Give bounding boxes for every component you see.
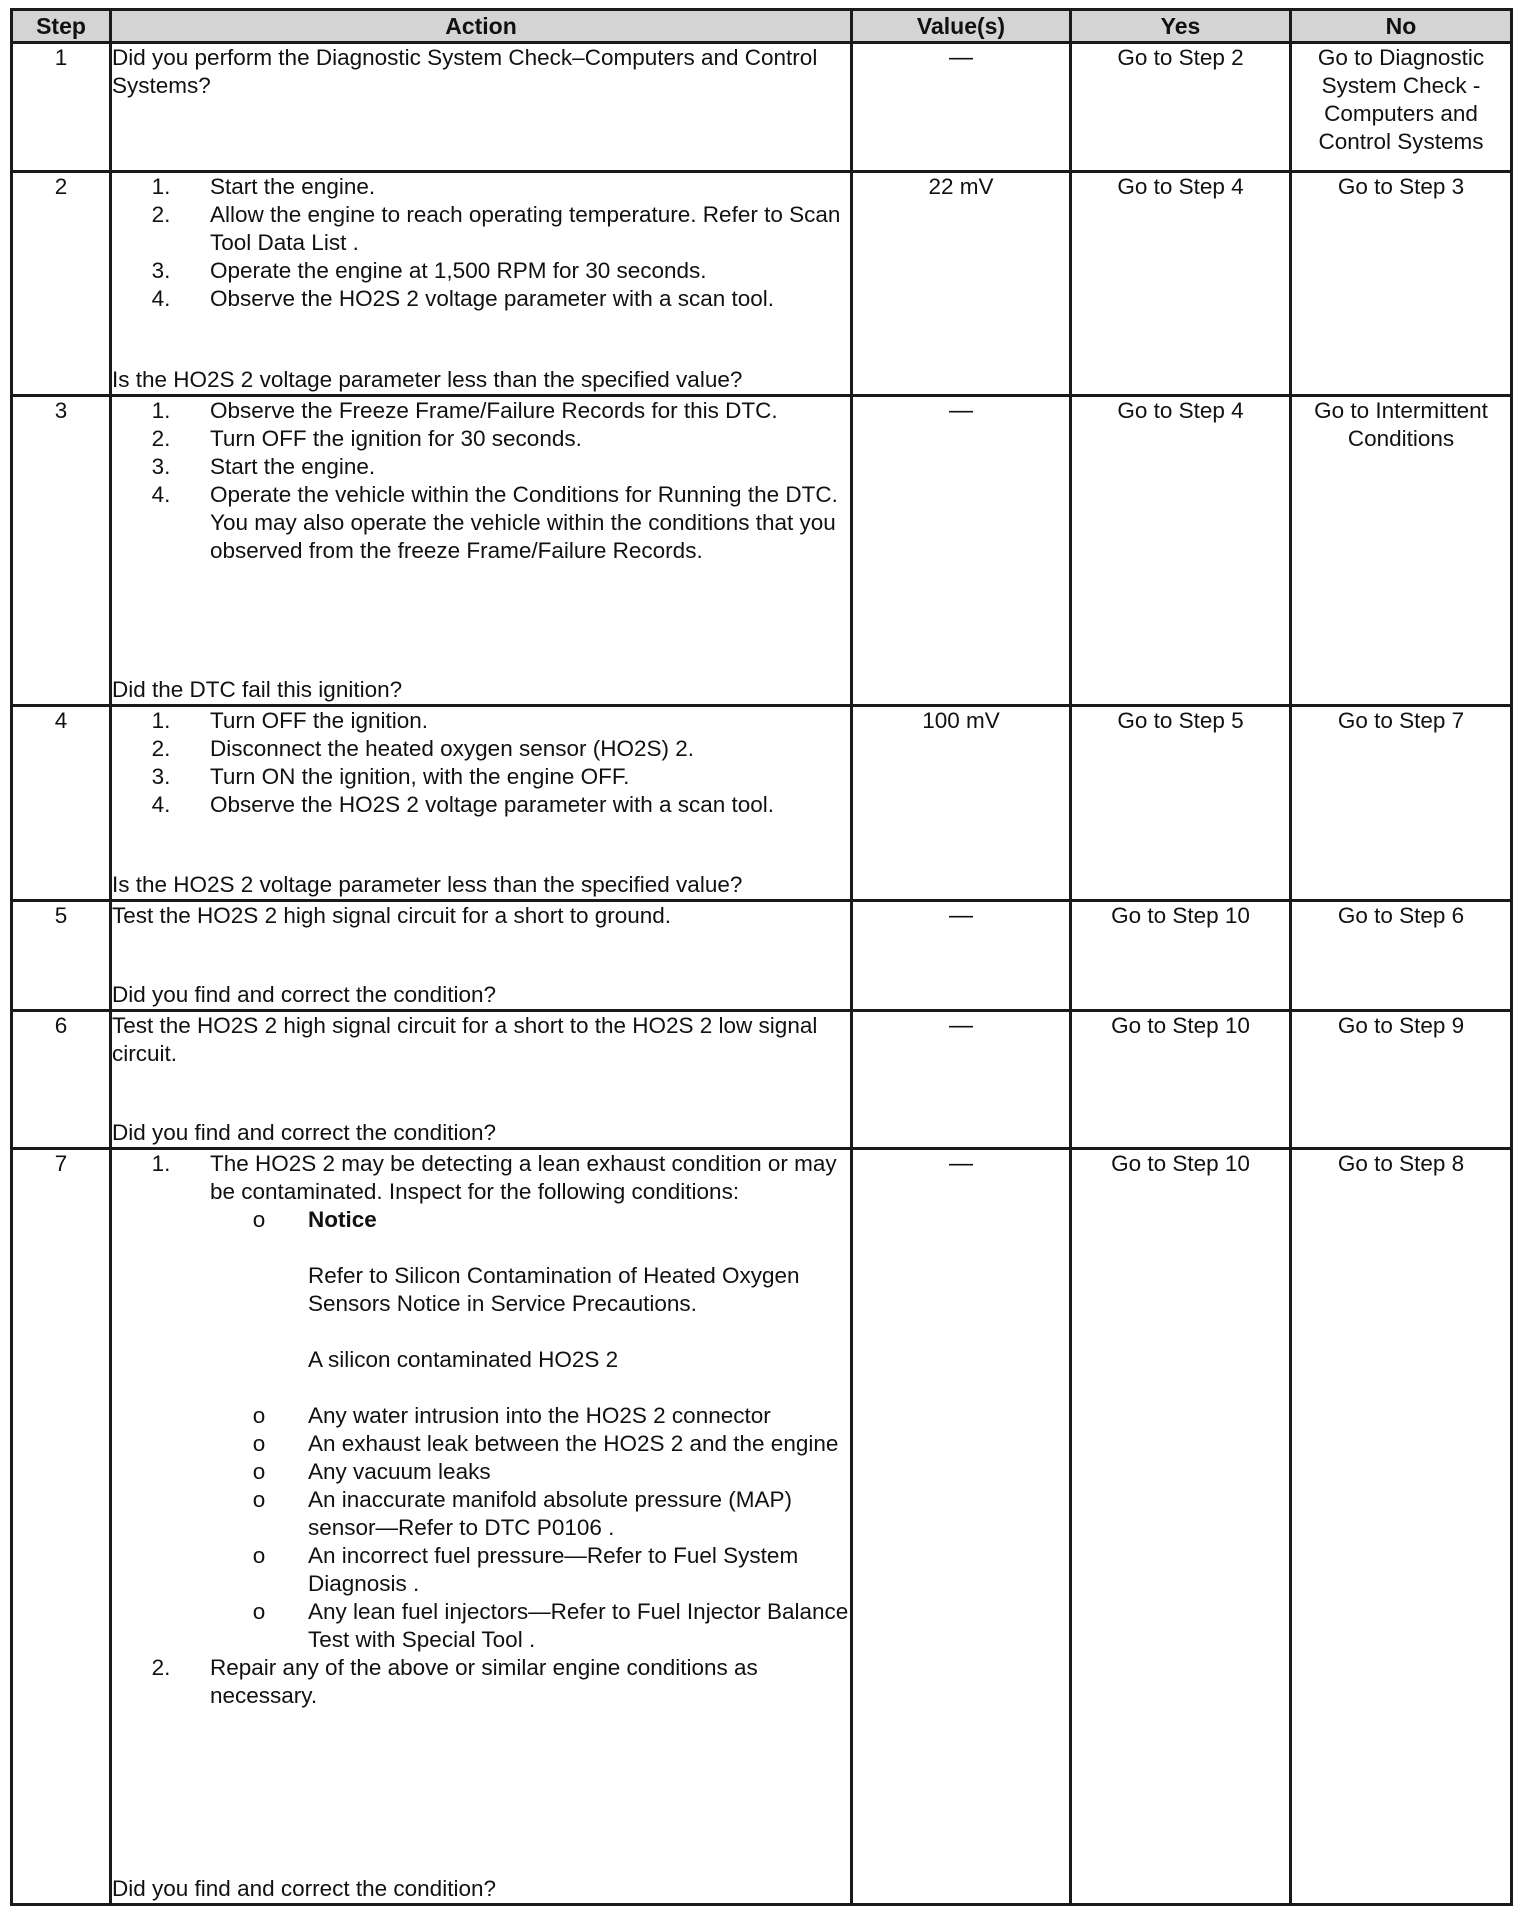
action-steps: [112, 397, 850, 565]
no-cell: Go to Step 7: [1291, 706, 1512, 901]
list-item: 3. Operate the engine at 1,500 RPM for 30 seconds.: [151, 258, 707, 283]
action-cell: [111, 1011, 852, 1149]
list-item: 1. Start the engine.: [151, 174, 376, 199]
action-steps: [112, 173, 850, 313]
diagnostic-table: [10, 8, 1513, 1906]
list-item: 4. Observe the HO2S 2 voltage parameter with a scan tool.: [151, 286, 775, 311]
action-text: Test the HO2S 2 high signal circuit for a short to ground.: [112, 903, 672, 928]
question-text: Did you find and correct the condition?: [112, 982, 496, 1007]
list-item: o An inaccurate manifold absolute pressure (MAP) sensor—Refer to DTC P0106 .: [210, 1486, 850, 1542]
list-item: o Any vacuum leaks: [210, 1458, 850, 1486]
action-steps: [112, 707, 850, 819]
no-cell: Go to Diagnostic System Check - Computers and Control Systems: [1291, 43, 1512, 172]
table-row: [12, 172, 1512, 396]
action-cell: [111, 396, 852, 706]
value-text: —: [949, 1012, 973, 1039]
list-item: 2. Repair any of the above or similar engine conditions as necessary.: [151, 1655, 758, 1708]
notice-title: Notice: [308, 1207, 377, 1232]
step-number: 5: [12, 901, 111, 1011]
list-item: 3. Start the engine.: [151, 454, 376, 479]
question-text: Did you find and correct the condition?: [112, 1876, 496, 1901]
yes-cell: Go to Step 4: [1071, 172, 1291, 396]
list-item: 2. Turn OFF the ignition for 30 seconds.: [151, 426, 582, 451]
no-cell: Go to Step 9: [1291, 1011, 1512, 1149]
step-number: 1: [12, 43, 111, 172]
table-row: [12, 396, 1512, 706]
value-cell: 100 mV: [852, 706, 1071, 901]
bullet-mark: o: [252, 1487, 266, 1512]
bullet-mark: o: [252, 1431, 266, 1456]
action-item-text: The HO2S 2 may be detecting a lean exhaust condition or may be contaminated. Inspect for the following conditions:: [210, 1151, 837, 1204]
step-number: 7: [12, 1149, 111, 1905]
header-no: No: [1291, 10, 1512, 43]
yes-cell: Go to Step 10: [1071, 901, 1291, 1011]
step-number: 3: [12, 396, 111, 706]
yes-cell: Go to Step 4: [1071, 396, 1291, 706]
value-text: —: [949, 44, 973, 71]
table-row: [12, 43, 1512, 172]
header-row: [12, 10, 1512, 43]
bullet-mark: o: [252, 1403, 266, 1428]
step-number: 6: [12, 1011, 111, 1149]
list-item: 2. Disconnect the heated oxygen sensor (HO2S) 2.: [151, 736, 695, 761]
list-item: o An incorrect fuel pressure—Refer to Fuel System Diagnosis .: [210, 1542, 850, 1598]
header-values: Value(s): [852, 10, 1071, 43]
action-text: Test the HO2S 2 high signal circuit for a short to the HO2S 2 low signal circuit.: [112, 1013, 818, 1066]
list-item: 3. Turn ON the ignition, with the engine OFF.: [151, 764, 630, 789]
table-row: [12, 1011, 1512, 1149]
header-action: Action: [111, 10, 852, 43]
list-item: 2. Allow the engine to reach operating temperature. Refer to Scan Tool Data List .: [151, 202, 841, 255]
bullet-mark: o: [252, 1207, 266, 1232]
question-text: Did the DTC fail this ignition?: [112, 677, 403, 702]
value-cell: [852, 396, 1071, 706]
value-cell: [852, 43, 1071, 172]
no-cell: Go to Step 8: [1291, 1149, 1512, 1905]
action-cell: [111, 901, 852, 1011]
action-cell: [111, 43, 852, 172]
action-cell: [111, 172, 852, 396]
value-cell: [852, 1011, 1071, 1149]
list-item: 1. The HO2S 2 may be detecting a lean exhaust condition or may be contaminated. Inspect for the following conditions: o Notice Refer to Silicon Contamination of Heated Oxygen Sensors Notice in Service Precautions. A silicon contaminated HO2S 2 o Any water intrusion into the HO2S 2 connector o An exhaust leak between the HO2S 2 and the engine o Any vacuum leaks o An inaccurate manifold absolute pressure (MAP) sensor—Refer to DTC P0106 . o An incorrect fuel pressure—Refer to Fuel System Diagnosis . o Any lean fuel injectors—Refer to Fuel Injector Balance Test with Special Tool .: [151, 1151, 849, 1652]
table-row: [12, 901, 1512, 1011]
action-cell: [111, 706, 852, 901]
yes-cell: Go to Step 2: [1071, 43, 1291, 172]
list-item: 1. Turn OFF the ignition.: [151, 708, 429, 733]
list-item: 4. Operate the vehicle within the Conditions for Running the DTC. You may also operate the vehicle within the conditions that you observed from the freeze Frame/Failure Records.: [151, 482, 838, 563]
notice-text: Refer to Silicon Contamination of Heated Oxygen Sensors Notice in Service Precautions.: [308, 1263, 800, 1316]
yes-cell: Go to Step 10: [1071, 1149, 1291, 1905]
yes-cell: Go to Step 10: [1071, 1011, 1291, 1149]
bullet-mark: o: [252, 1599, 266, 1624]
list-item: 1. Observe the Freeze Frame/Failure Records for this DTC.: [151, 398, 778, 423]
action-cell: [111, 1149, 852, 1905]
yes-cell: Go to Step 5: [1071, 706, 1291, 901]
no-cell: Go to Step 3: [1291, 172, 1512, 396]
action-steps: [112, 1150, 850, 1710]
value-text: —: [949, 902, 973, 929]
value-text: —: [949, 1150, 973, 1177]
bullet-mark: o: [252, 1459, 266, 1484]
list-item: o An exhaust leak between the HO2S 2 and the engine: [210, 1430, 850, 1458]
list-item: [210, 1206, 850, 1402]
notice-item: A silicon contaminated HO2S 2: [308, 1347, 619, 1372]
value-cell: 22 mV: [852, 172, 1071, 396]
header-step: Step: [12, 10, 111, 43]
table-row: [12, 1149, 1512, 1905]
bullet-mark: o: [252, 1543, 266, 1568]
step-number: 2: [12, 172, 111, 396]
step-number: 4: [12, 706, 111, 901]
no-cell: Go to Step 6: [1291, 901, 1512, 1011]
list-item: o Any water intrusion into the HO2S 2 connector: [210, 1402, 850, 1430]
action-text: Did you perform the Diagnostic System Check–Computers and Control Systems?: [112, 45, 818, 98]
value-cell: [852, 901, 1071, 1011]
question-text: Did you find and correct the condition?: [112, 1120, 496, 1145]
list-item: 4. Observe the HO2S 2 voltage parameter with a scan tool.: [151, 792, 775, 817]
value-cell: [852, 1149, 1071, 1905]
table-row: [12, 706, 1512, 901]
value-text: —: [949, 397, 973, 424]
no-cell: Go to Intermittent Conditions: [1291, 396, 1512, 706]
list-item: o Any lean fuel injectors—Refer to Fuel Injector Balance Test with Special Tool .: [210, 1598, 850, 1654]
header-yes: Yes: [1071, 10, 1291, 43]
condition-list: [210, 1206, 850, 1654]
question-text: Is the HO2S 2 voltage parameter less than the specified value?: [112, 367, 743, 392]
question-text: Is the HO2S 2 voltage parameter less than the specified value?: [112, 872, 743, 897]
